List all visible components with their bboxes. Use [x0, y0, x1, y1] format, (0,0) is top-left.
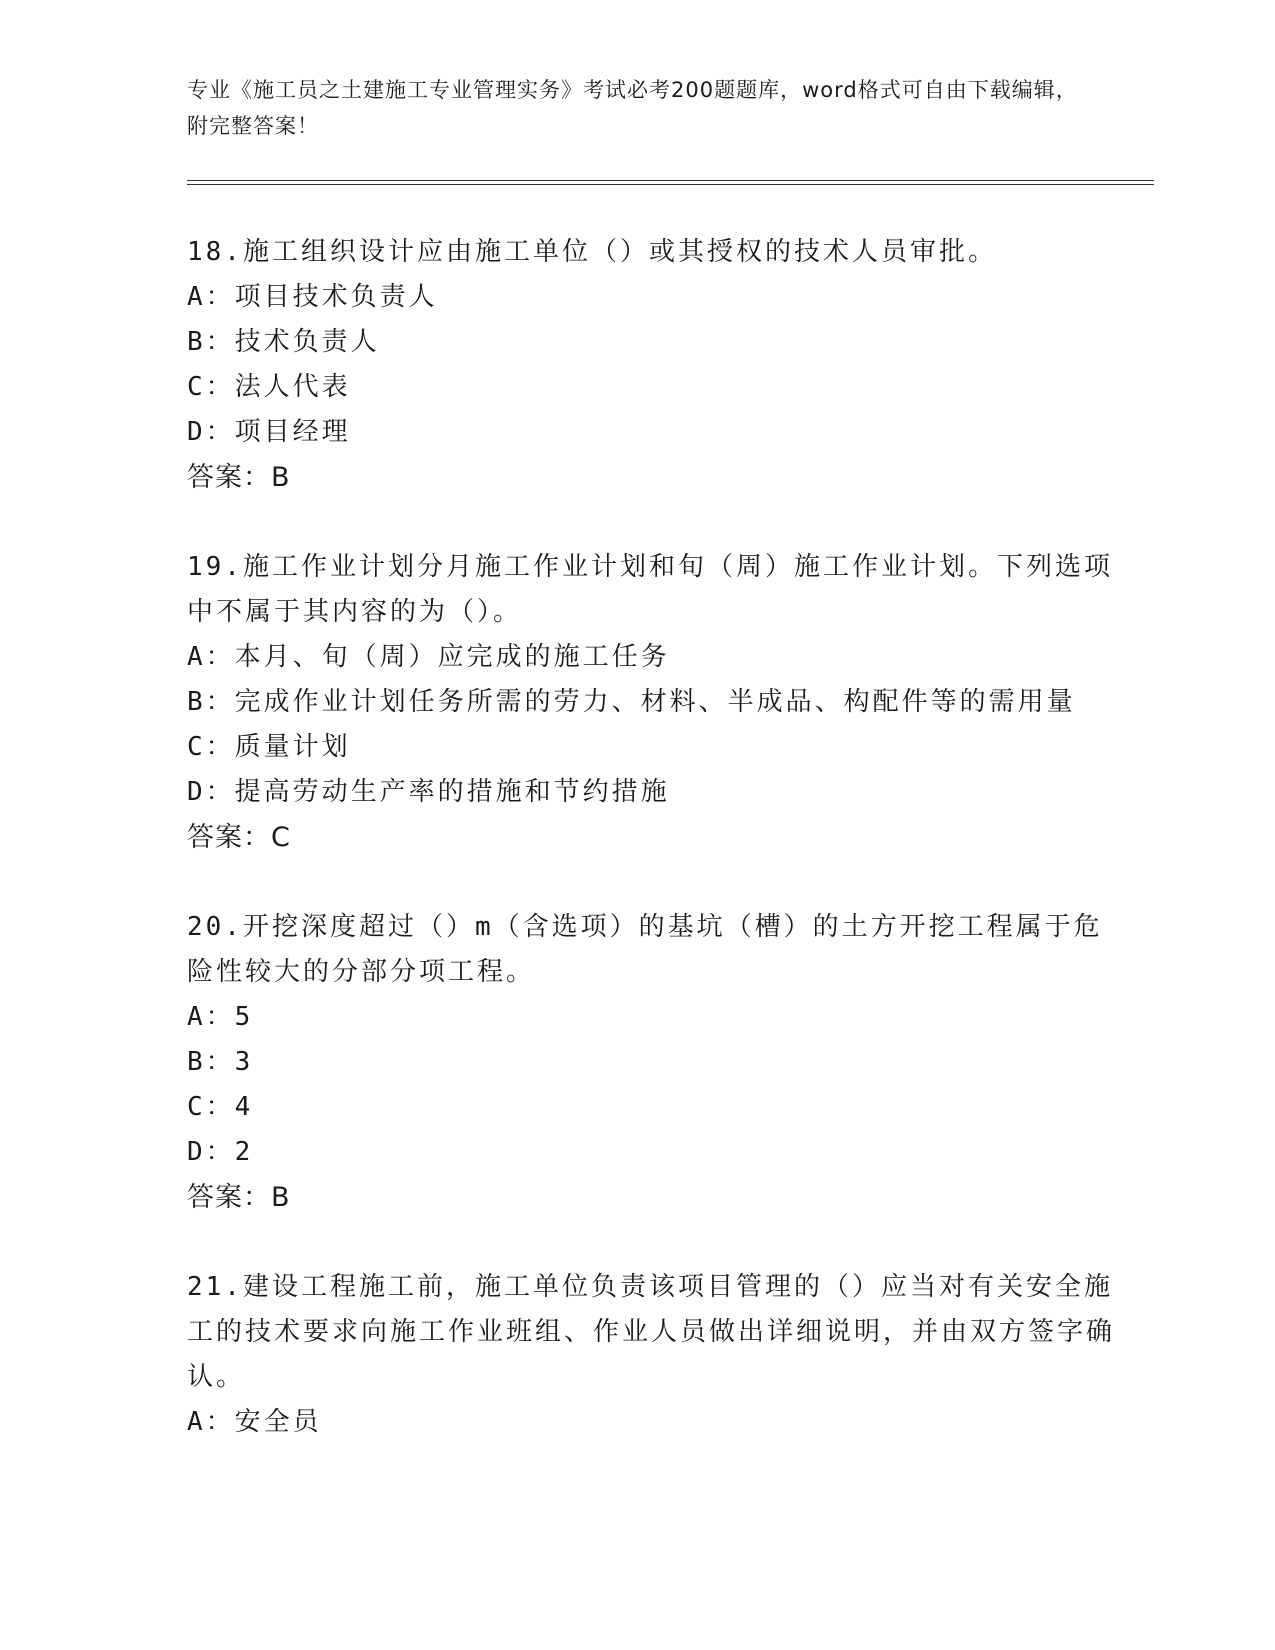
question-stem	[187, 230, 1117, 275]
question-21	[187, 1265, 1117, 1445]
option-key: C：	[187, 372, 235, 402]
option-key: A：	[187, 642, 235, 672]
option-key: D：	[187, 1137, 235, 1167]
option-text: 2	[234, 1137, 254, 1167]
header-description: 专业《施工员之土建施工专业管理实务》考试必考200题题库，word格式可自由下载编辑，附完整答案！	[187, 78, 1078, 138]
document-header	[187, 72, 1087, 144]
option-c	[187, 365, 1117, 410]
option-b	[187, 680, 1117, 725]
option-text: 质量计划	[234, 732, 351, 762]
option-c	[187, 1085, 1117, 1130]
option-key: B：	[187, 327, 235, 357]
question-stem	[187, 545, 1117, 635]
option-text: 3	[234, 1047, 254, 1077]
question-text: 施工作业计划分月施工作业计划和旬（周）施工作业计划。下列选项中不属于其内容的为（）。	[187, 552, 1113, 627]
question-18	[187, 230, 1117, 500]
option-text: 法人代表	[234, 372, 351, 402]
option-key: C：	[187, 1092, 235, 1122]
option-b	[187, 320, 1117, 365]
option-text: 技术负责人	[234, 327, 380, 357]
question-number: 19.	[187, 552, 243, 582]
question-stem	[187, 905, 1117, 995]
option-text: 4	[234, 1092, 254, 1122]
option-text: 提高劳动生产率的措施和节约措施	[234, 777, 670, 807]
option-a	[187, 275, 1117, 320]
answer-line: 答案：B	[187, 1182, 291, 1213]
question-number: 20.	[187, 912, 243, 942]
question-number: 21.	[187, 1272, 243, 1302]
question-stem	[187, 1265, 1117, 1400]
option-key: C：	[187, 732, 235, 762]
question-text: 施工组织设计应由施工单位（）或其授权的技术人员审批。	[242, 237, 997, 267]
option-key: D：	[187, 777, 235, 807]
answer-line: 答案：B	[187, 462, 291, 493]
question-20	[187, 905, 1117, 1220]
option-key: A：	[187, 1407, 235, 1437]
option-d	[187, 770, 1117, 815]
question-number: 18.	[187, 237, 243, 267]
option-text: 安全员	[234, 1407, 322, 1437]
option-text: 本月、旬（周）应完成的施工任务	[234, 642, 670, 672]
option-text: 项目技术负责人	[234, 282, 438, 312]
question-text: 建设工程施工前，施工单位负责该项目管理的（）应当对有关安全施工的技术要求向施工作业班组、作业人员做出详细说明，并由双方签字确认。	[187, 1272, 1116, 1392]
question-text: 开挖深度超过（）m（含选项）的基坑（槽）的土方开挖工程属于危险性较大的分部分项工程。	[187, 912, 1103, 987]
option-key: A：	[187, 282, 235, 312]
option-text: 完成作业计划任务所需的劳力、材料、半成品、构配件等的需用量	[234, 687, 1076, 717]
option-d	[187, 410, 1117, 455]
option-key: B：	[187, 687, 235, 717]
question-19	[187, 545, 1117, 860]
answer-line: 答案：C	[187, 822, 291, 853]
option-a	[187, 635, 1117, 680]
header-divider-top	[187, 180, 1154, 181]
option-a	[187, 1400, 1117, 1445]
option-d	[187, 1130, 1117, 1175]
option-text: 5	[234, 1002, 254, 1032]
option-c	[187, 725, 1117, 770]
option-key: D：	[187, 417, 235, 447]
option-b	[187, 1040, 1117, 1085]
option-key: A：	[187, 1002, 235, 1032]
option-text: 项目经理	[234, 417, 351, 447]
header-divider-bottom	[187, 184, 1154, 185]
option-key: B：	[187, 1047, 235, 1077]
question-list	[187, 230, 1117, 1445]
option-a	[187, 995, 1117, 1040]
